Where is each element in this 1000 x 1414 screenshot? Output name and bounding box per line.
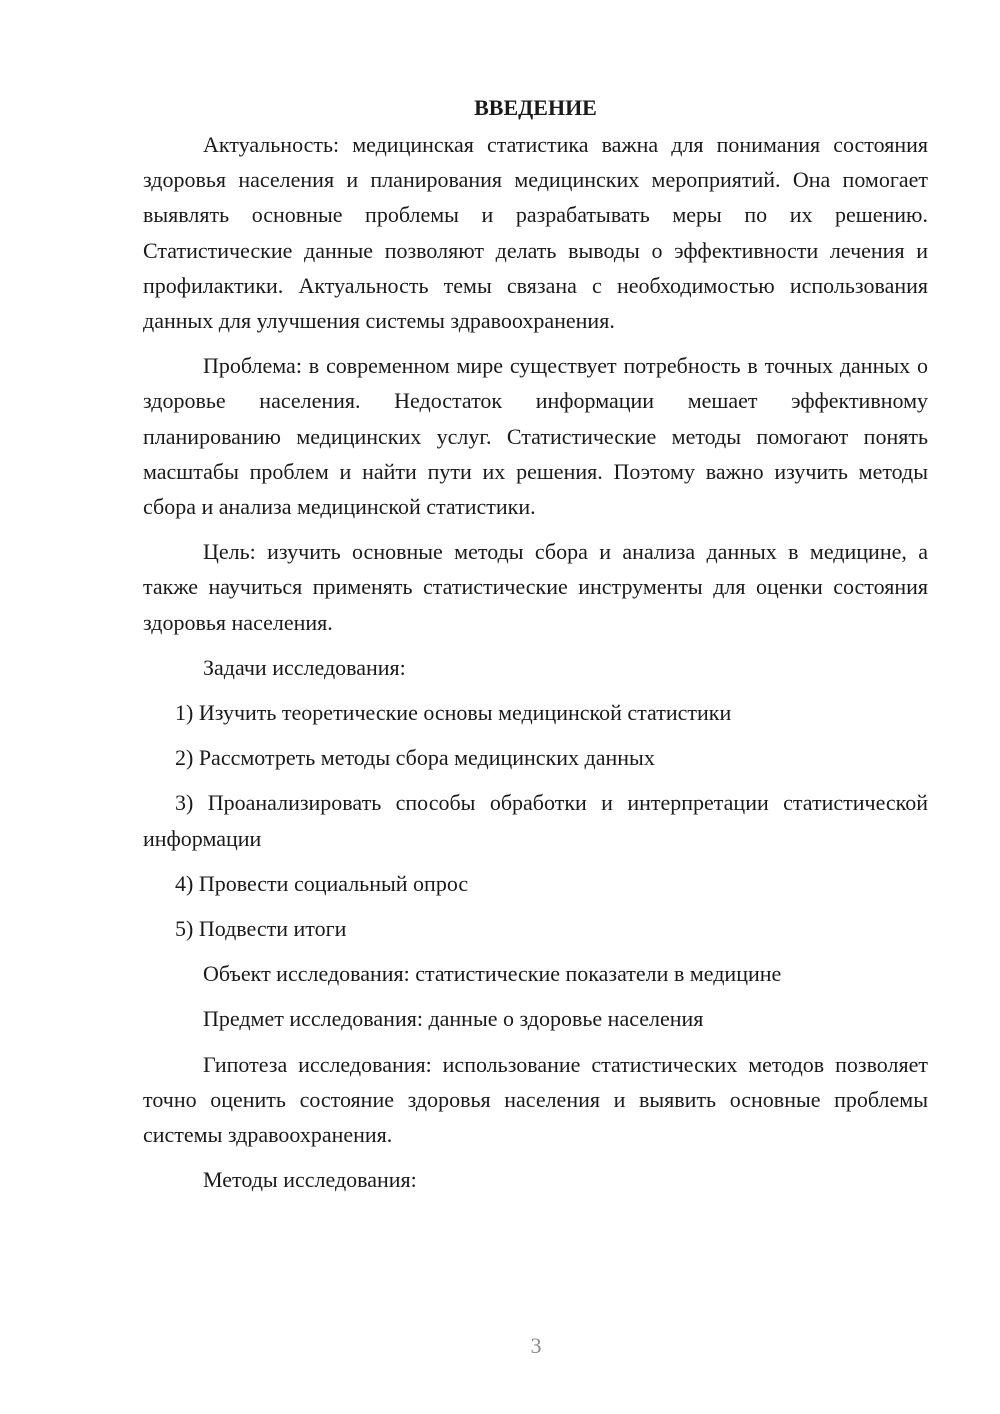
task-item-3: 3) Проанализировать способы обработки и интерпретации статистической информации — [143, 790, 928, 851]
page-number: 3 — [530, 1333, 542, 1358]
goal-paragraph: Цель: изучить основные методы сбора и анализа данных в медицине, а также научиться применять статистические инструменты для оценки состояния здоровья населения. — [143, 539, 928, 635]
problem-paragraph: Проблема: в современном мире существует потребность в точных данных о здоровье населения. Недостаток информации мешает эффективному планированию медицинских услуг. Статистические методы помогают понять масштабы проблем и найти пути их решения. Поэтому важно изучить методы сбора и анализа медицинской статистики. — [143, 353, 928, 520]
task-item-2: 2) Рассмотреть методы сбора медицинских данных — [175, 745, 655, 771]
methods-title: Методы исследования: — [203, 1167, 417, 1193]
tasks-title: Задачи исследования: — [203, 654, 406, 680]
relevance-paragraph: Актуальность: медицинская статистика важна для понимания состояния здоровья населения и планирования медицинских мероприятий. Она помогает выявлять основные проблемы и разрабатывать меры по их решению. Статистические данные позволяют делать выводы о эффективности лечения и профилактики. Актуальность темы связана с необходимостью использования данных для улучшения системы здравоохранения. — [143, 132, 928, 334]
task-item-1: 1) Изучить теоретические основы медицинской статистики — [175, 700, 732, 726]
hypothesis-paragraph: Гипотеза исследования: использование статистических методов позволяет точно оценить состояние здоровья населения и выявить основные проблемы системы здравоохранения. — [143, 1051, 928, 1148]
section-heading: ВВЕДЕНИЕ — [474, 95, 597, 120]
document-page — [143, 90, 928, 1207]
subject-line: Предмет исследования: данные о здоровье населения — [203, 1006, 704, 1032]
object-line: Объект исследования: статистические показатели в медицине — [203, 961, 782, 987]
task-item-5: 5) Подвести итоги — [175, 916, 347, 942]
task-item-4: 4) Провести социальный опрос — [175, 870, 469, 896]
